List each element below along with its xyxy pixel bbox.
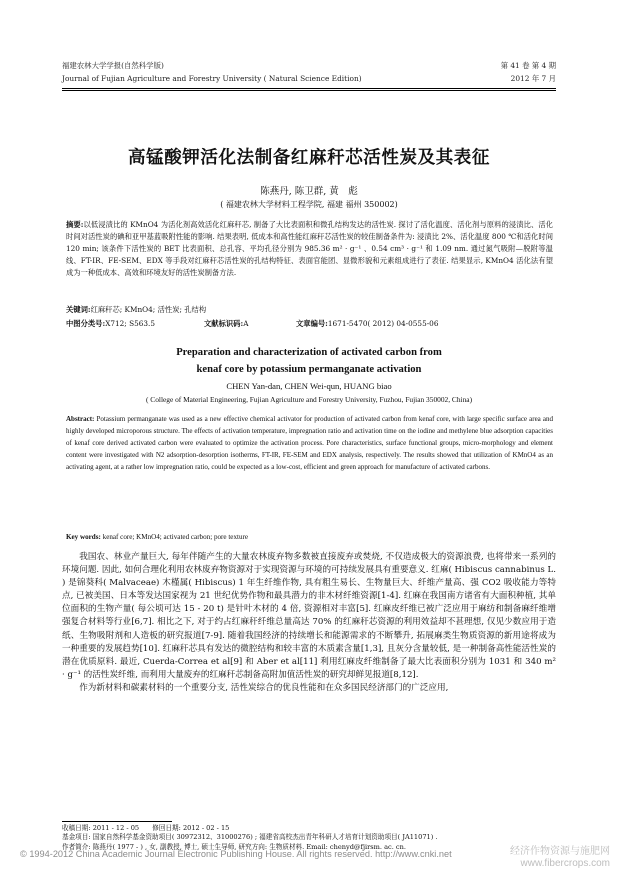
keywords-en-label: Key words: [66,533,101,541]
publication-date: 2012 年 7 月 [510,74,556,83]
document-code [204,319,248,329]
abstract-cn [66,219,553,279]
article-number [296,319,438,329]
paper-title-en-line1: Preparation and characterization of activated carbon from [176,347,442,358]
body-text [62,551,556,695]
keywords-en [66,533,248,541]
paper-title-en-line2: kenaf core by potassium permanganate activation [196,363,422,375]
document-code-label: 文献标识码: [204,319,244,328]
footnote-author: 作者简介: 陈燕丹( 1977 - ) , 女, 副教授, 博士, 硕士生导师, 研究方向: 生物质材料. Email: chenyd@fjirsm. ac. cn. [62,842,406,851]
paper-title-cn: 高锰酸钾活化法制备红麻秆芯活性炭及其表征 [128,148,490,168]
watermark-url: www.fibercrops.com [520,858,610,869]
authors-en: CHEN Yan-dan, CHEN Wei-qun, HUANG biao [226,381,392,391]
abstract-en-text: Potassium permanganate was used as a new effective chemical activator for production of activated carbon from kenaf core, with large specific surface area and highly developed microporous structure. The effects of activation temperature, impregnation ratio and activation time on the iodine and methylene blue adsorption capacities of kenaf core derived activated carbon were evaluated to optimize the activation process. Pore characteristics, surface functional groups, micro-morphology and element content were investigated with N2 adsorption-desorption isotherms, FT-IR, FE-SEM and EDX analysis, respectively. The results showed that utilization of KMnO4 as an activating agent, at a rather low impregnation ratio, could be expected as a low-cost, efficient and green approach for manufacture of activated carbons. [66,415,553,471]
footnote-received: 收稿日期: 2011 - 12 - 05 修回日期: 2012 - 02 - 15 [62,824,230,832]
body-paragraph: 作为新材料和碳素材料的一个重要分支, 活性炭综合的优良性能和在众多国民经济部门的广泛应用, [79,682,449,693]
keywords-en-text: kenaf core; KMnO4; activated carbon; pore texture [102,533,249,541]
abstract-cn-text: 以低浸渍比的 KMnO4 为活化剂高效活化红麻秆芯, 制备了大比表面积和微孔结构发达的活性炭. 探讨了活化温度、活化剂与原料的浸渍比、活化时间对活性炭的碘和亚甲基蓝吸附性能的影响. 结果表明, 低成本和高性能红麻秆芯活性炭的较佳制备条件为: 浸渍比 2%、活化温度 800 ℃和活化时间 120 min; 该条件下活性炭的 BET 比表面积、总孔容、平均孔径分别为 985.36 m² · g⁻¹ 、0.54 cm³ · g⁻¹ 和 1.09 nm. 通过氮气吸附—脱附等温线、FT-IR、FE-SEM、EDX 等手段对红麻秆芯活性炭的孔结构特征、表面官能团、显微形貌和元素组成进行了表征. 结果显示, KMnO4 活化法有望成为一种低成本、高效和环境友好的活性炭制备方法. [66,220,553,278]
volume-issue: 第 41 卷 第 4 期 [500,61,556,70]
paper-title-en [0,345,618,378]
watermark [510,846,610,870]
keywords-cn [66,305,206,315]
keywords-cn-text: 红麻秆芯; KMnO4; 活性炭; 孔结构 [90,305,207,314]
authors-cn: 陈燕丹, 陈卫群, 黄 彪 [260,186,358,197]
document-code-value: A [243,319,249,328]
clc-label: 中图分类号: [66,319,106,328]
header-rule [62,88,556,89]
footnotes [62,824,556,852]
clc-number [66,319,155,329]
journal-name-cn: 福建农林大学学报(自然科学版) [62,61,164,70]
footnote-rule [62,821,172,822]
affiliation-en: ( College of Material Engineering, Fujian Agriculture and Forestry University, Fuzhou, Fujian 350002, China) [145,395,473,404]
article-number-label: 文章编号: [296,319,328,328]
affiliation-cn: ( 福建农林大学材料工程学院, 福建 福州 350002) [220,200,398,209]
watermark-cn: 经济作物资源与施肥网 [510,846,610,857]
abstract-en-label: Abstract: [66,415,95,423]
header-rule-thin [62,90,556,91]
clc-value: X712; S563.5 [105,319,155,328]
copyright-notice: © 1994-2012 China Academic Journal Electronic Publishing House. All rights reserved. http://www.cnki.net [20,849,452,859]
article-number-value: 1671-5470( 2012) 04-0555-06 [327,319,439,328]
abstract-en [66,413,553,473]
body-paragraph: 我国农、林业产量巨大, 每年伴随产生的大量农林废弃物多数被直接废弃或焚烧, 不仅造成极大的资源浪费, 也将带来一系列的环境问题. 因此, 如何合理化利用农林废弃物资源对于实现资源与环境的可持续发展具有重要意义. 红麻( Hibiscus cannabinus L. ) 是锦葵科( Malvaceae) 木槿属( Hibiscus) 1 年生纤维作物, 具有粗生易长、生物量巨大、纤维产量高、强 CO2 吸收能力等特点, 已被美国、日本等发达国家视为 21 世纪优势作物和最具潜力的非木材纤维资源[1-4]. 红麻在我国南方诸省有大面积种植, 其单位面积的生物产量( 每公顷可达 15 - 20 t) 是针叶木材的 4 倍, 资源相对丰富[5]. 红麻皮纤维已被广泛应用于麻纺和制备麻纤维增强复合材料等行业[6,7]. 相比之下, 对于约占红麻秆纤维总量高达 70% 的红麻秆芯资源的利用效益却不甚理想, 仅见少数应用于造纸、生物吸附剂和人造板的研究报道[7-9]. 随着我国经济的持续增长和能源需求的不断攀升, 拓展麻类生物质资源的新用途将成为一种重要的发展趋势[10]. 红麻秆芯具有发达的微腔结构和较丰富的木质素含量[1,3], 且灰分含量较低, 是一种制备高性能活性炭的潜在优质原料. 最近, Cuerda-Correa et al[9] 和 Aber et al[11] 利用红麻皮纤维制备了最大比表面积分别为 1031 和 340 m² · g⁻¹ 的活性炭纤维, 而利用大量废弃的红麻秆芯制备高附加值活性炭的研究却鲜见报道[8,12]. [62,552,556,680]
keywords-cn-label: 关键词: [66,305,91,314]
abstract-cn-label: 摘要: [66,220,84,229]
journal-name-en: Journal of Fujian Agriculture and Forestry University ( Natural Science Edition) [62,74,362,83]
footnote-funding: 基金项目: 国家自然科学基金资助项目( 30972312、31000276) ; 福建省高校杰出青年科研人才培育计划资助项目( JA11071) . [62,833,438,842]
